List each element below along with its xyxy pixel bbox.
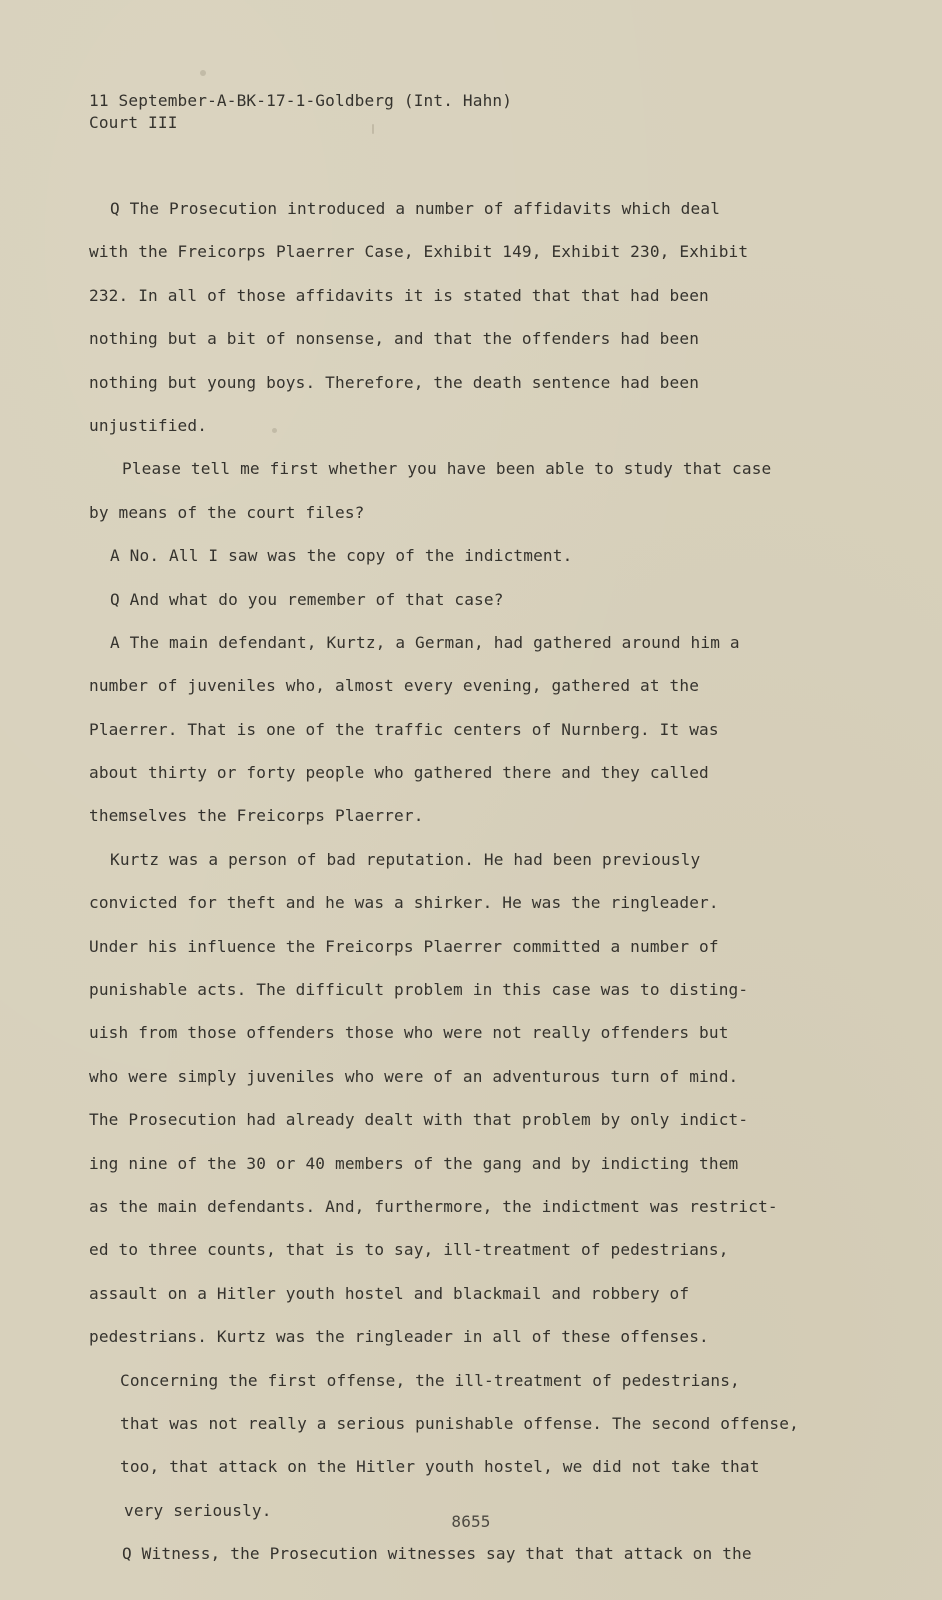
header-line-1: 11 September-A-BK-17-1-Goldberg (Int. Hahn) [89, 91, 513, 110]
text-line: uish from those offenders those who were not really offenders but [89, 1023, 729, 1043]
text-line: nothing but young boys. Therefore, the death sentence had been [89, 372, 700, 392]
text-line: ed to three counts, that is to say, ill-treatment of pedestrians, [89, 1240, 729, 1260]
document-header [89, 90, 789, 134]
text-line: unjustified. [89, 415, 208, 435]
header-line-2: Court III [89, 113, 178, 132]
text-line: by means of the court files? [89, 502, 365, 522]
ink-speck [200, 70, 206, 76]
text-line: convicted for theft and he was a shirker. He was the ringleader. [89, 893, 719, 913]
text-line: assault on a Hitler youth hostel and blackmail and robbery of [89, 1283, 690, 1303]
text-line: A The main defendant, Kurtz, a German, had gathered around him a [110, 632, 740, 652]
text-line: with the Freicorps Plaerrer Case, Exhibit 149, Exhibit 230, Exhibit [89, 242, 749, 262]
text-line: A No. All I saw was the copy of the indictment. [110, 546, 573, 566]
text-line: Q The Prosecution introduced a number of affidavits which deal [110, 199, 721, 218]
text-line: Q And what do you remember of that case? [110, 589, 504, 609]
text-line: Concerning the first offense, the ill-treatment of pedestrians, [120, 1370, 740, 1390]
text-line: ing nine of the 30 or 40 members of the gang and by indicting them [89, 1153, 739, 1173]
text-line: Q Witness, the Prosecution witnesses say that that attack on the [122, 1544, 752, 1564]
text-line: number of juveniles who, almost every evening, gathered at the [89, 676, 700, 696]
text-line: Under his influence the Freicorps Plaerrer committed a number of [89, 936, 719, 956]
transcript-body [89, 187, 834, 1576]
text-line: as the main defendants. And, furthermore, the indictment was restrict- [89, 1196, 778, 1216]
text-line: about thirty or forty people who gathered there and they called [89, 763, 709, 783]
page-number: 8655 [451, 1512, 491, 1531]
text-line: too, that attack on the Hitler youth hostel, we did not take that [120, 1457, 760, 1477]
text-line: Kurtz was a person of bad reputation. He had been previously [110, 849, 701, 869]
text-line: The Prosecution had already dealt with that problem by only indict- [89, 1110, 749, 1130]
text-line: nothing but a bit of nonsense, and that the offenders had been [89, 329, 700, 349]
text-line: themselves the Freicorps Plaerrer. [89, 806, 424, 826]
text-line: 232. In all of those affidavits it is stated that that had been [89, 285, 709, 305]
text-line: very seriously. [124, 1500, 272, 1520]
text-line: who were simply juveniles who were of an adventurous turn of mind. [89, 1066, 739, 1086]
text-line: punishable acts. The difficult problem in this case was to disting- [89, 980, 749, 1000]
text-line: Plaerrer. That is one of the traffic centers of Nurnberg. It was [89, 719, 719, 739]
text-line: Please tell me first whether you have been able to study that case [122, 459, 772, 479]
text-line: pedestrians. Kurtz was the ringleader in all of these offenses. [89, 1327, 709, 1347]
text-line: that was not really a serious punishable offense. The second offense, [120, 1413, 799, 1433]
